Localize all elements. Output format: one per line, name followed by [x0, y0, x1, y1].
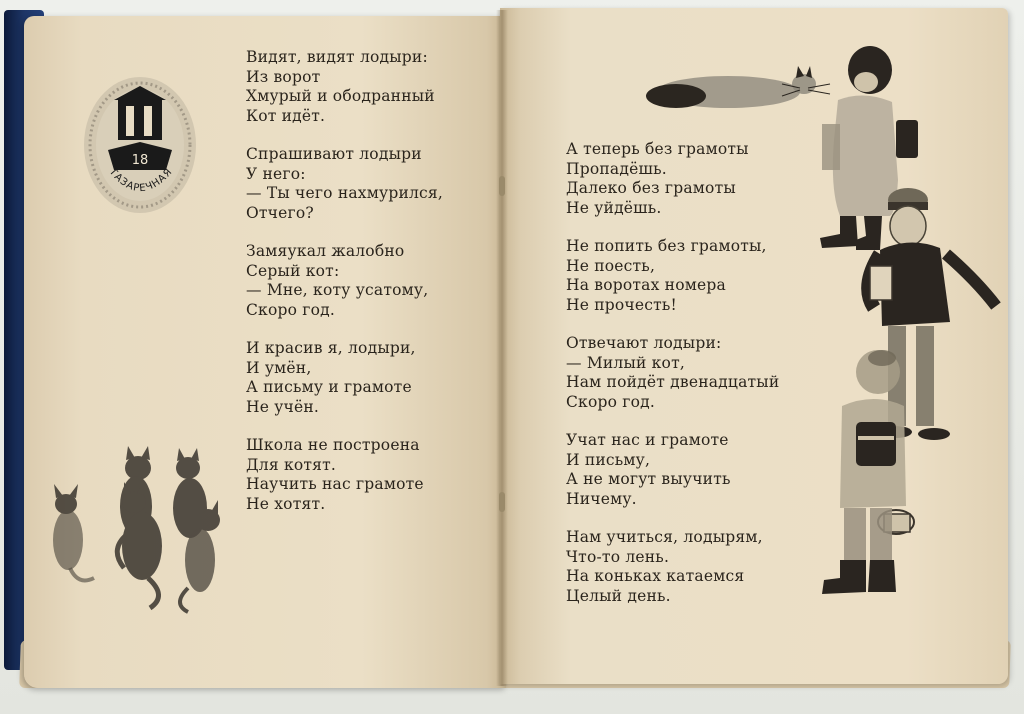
right-poem	[566, 140, 779, 625]
poem-line: Замяукал жалобно	[246, 242, 405, 260]
poem-line: Не уйдёшь.	[566, 198, 662, 217]
poem-line: Не прочесть!	[566, 295, 677, 314]
cat-icon	[53, 484, 94, 580]
poem-line: — Ты чего нахмурился,	[246, 184, 444, 202]
poem-line: Серый кот:	[246, 261, 340, 280]
stanza	[246, 48, 443, 126]
poem-line: На воротах номера	[566, 276, 726, 294]
house-number-emblem	[78, 70, 202, 220]
poem-line: Кот идёт.	[246, 106, 326, 125]
poem-line: Учат нас и грамоте	[566, 431, 729, 449]
poem-line: Не попить без грамоты,	[566, 237, 767, 255]
poem-line: И красив я, лодыри,	[246, 339, 416, 357]
poem-line: Скоро год.	[566, 392, 655, 411]
poem-line: Не хотят.	[246, 494, 326, 513]
stanza	[246, 436, 443, 514]
poem-line: Целый день.	[566, 586, 671, 605]
stanza	[246, 145, 443, 223]
stanza	[246, 339, 443, 417]
poem-line: А теперь без грамоты	[566, 140, 749, 158]
poem-line: Хмурый и ободранный	[246, 87, 435, 105]
poem-line: На коньках катаемся	[566, 567, 745, 585]
cats-illustration	[38, 428, 238, 618]
poem-line: Не учён.	[246, 397, 320, 416]
stanza	[246, 242, 443, 320]
poem-line: А письму и грамоте	[246, 378, 412, 396]
book-gutter	[496, 10, 508, 686]
poem-line: Отчего?	[246, 203, 314, 222]
children-illustration	[800, 40, 1016, 600]
poem-line: У него:	[246, 164, 306, 183]
emblem-number: 18	[131, 153, 149, 168]
poem-line: А не могут выучить	[566, 470, 731, 488]
poem-line: Далеко без грамоты	[566, 179, 736, 197]
stanza	[566, 528, 779, 606]
left-poem	[246, 48, 443, 533]
poem-line: И умён,	[246, 358, 312, 377]
poem-line: — Мне, коту усатому,	[246, 281, 429, 299]
poem-line: Из ворот	[246, 67, 321, 86]
poem-line: Нам учиться, лодырям,	[566, 528, 763, 546]
stanza	[566, 237, 779, 315]
poem-line: Скоро год.	[246, 300, 335, 319]
poem-line: Пропадёшь.	[566, 159, 667, 178]
stanza	[566, 140, 779, 218]
stanza	[566, 431, 779, 509]
stanza	[566, 334, 779, 412]
poem-line: Видят, видят лодыри:	[246, 48, 428, 66]
poem-line: Спрашивают лодыри	[246, 145, 422, 163]
poem-line: Нам пойдёт двенадцатый	[566, 373, 780, 391]
cat-icon	[122, 482, 162, 608]
poem-line: Отвечают лодыри:	[566, 334, 722, 352]
poem-line: — Милый кот,	[566, 353, 685, 372]
poem-line: Школа не построена	[246, 436, 420, 454]
emblem-street: ТАЗАРЕЧНАЯ	[106, 166, 176, 195]
backpack-icon	[856, 422, 896, 466]
poem-line: Научить нас грамоте	[246, 475, 424, 493]
poem-line: Не поесть,	[566, 256, 656, 275]
poem-line: И письму,	[566, 450, 651, 469]
staple-top	[499, 176, 505, 196]
staple-bottom	[499, 492, 505, 512]
poem-line: Для котят.	[246, 455, 337, 474]
poem-line: Что-то лень.	[566, 547, 670, 566]
poem-line: Ничему.	[566, 489, 637, 508]
